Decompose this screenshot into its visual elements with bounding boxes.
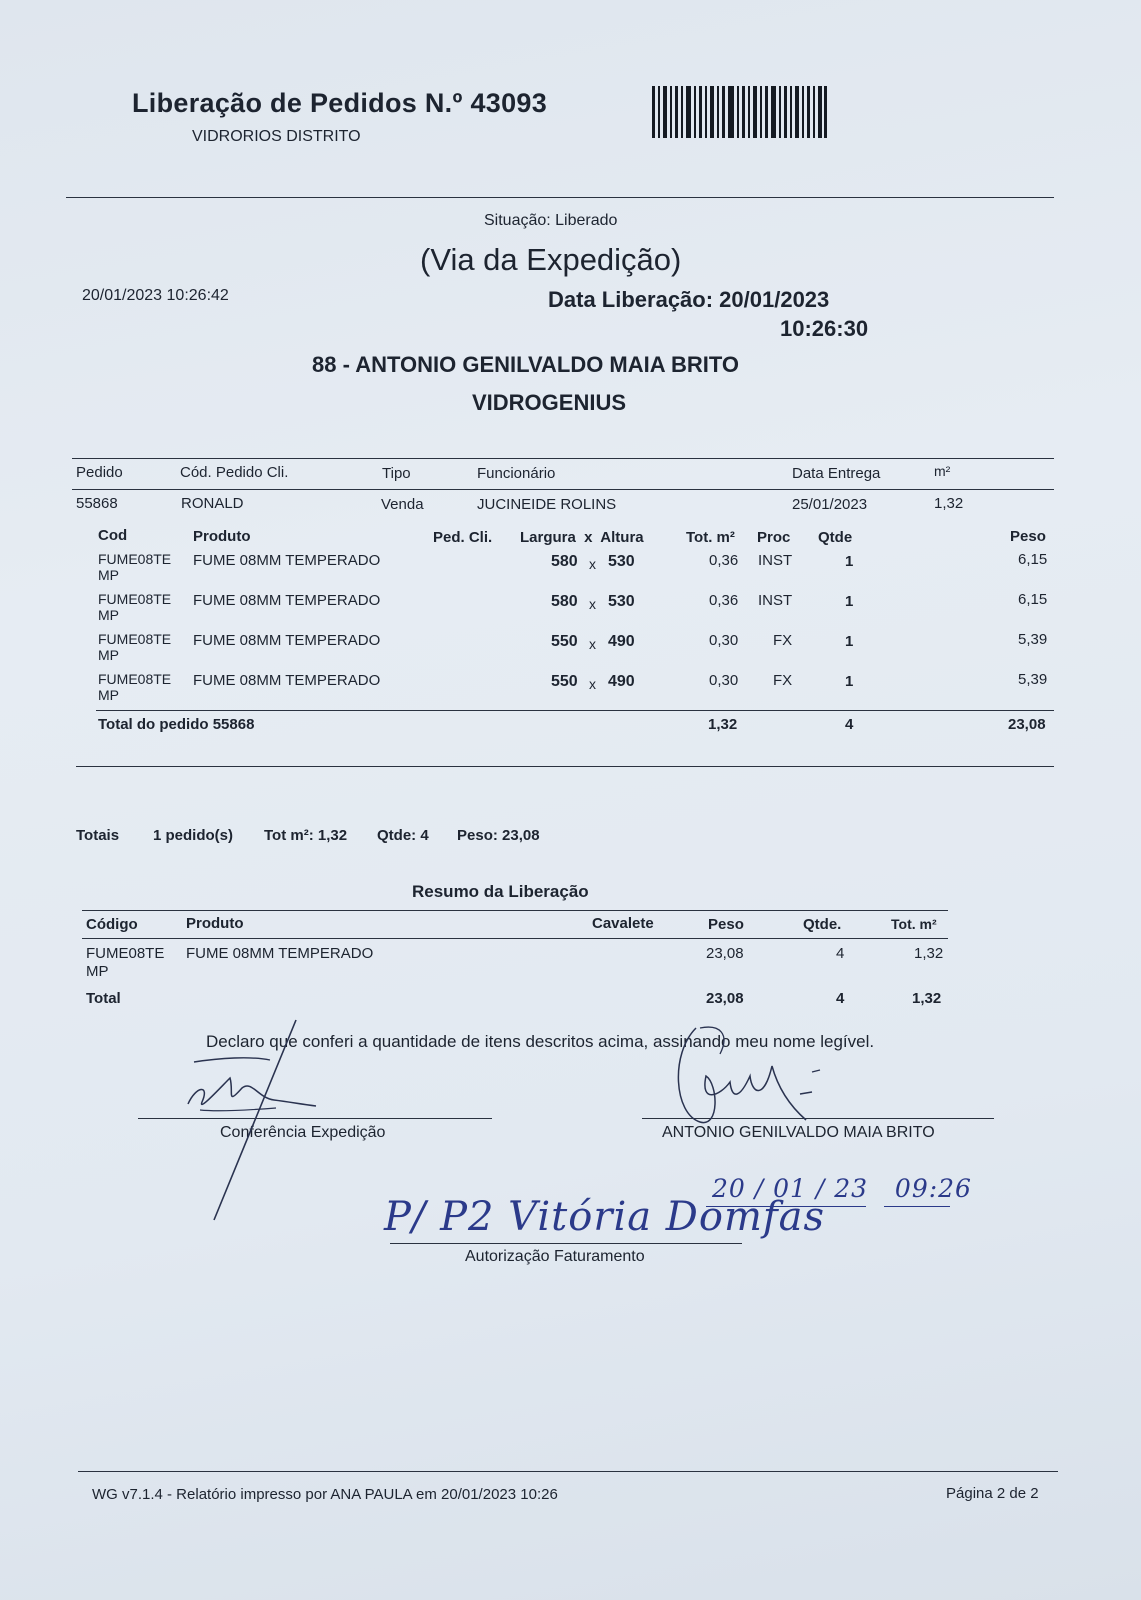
totals-m2: Tot m²: 1,32 — [264, 827, 348, 844]
item-qtde: 1 — [845, 633, 854, 650]
item-altura: 530 — [608, 553, 635, 570]
client-company: VIDROGENIUS — [472, 390, 627, 415]
footer-page-number: Página 2 de 2 — [946, 1485, 1039, 1502]
summary-title: Resumo da Liberação — [412, 882, 589, 901]
summary-col-codigo: Código — [86, 916, 138, 933]
item-tot-m2: 0,30 — [709, 632, 739, 649]
items-col-produto: Produto — [193, 528, 251, 545]
item-cod: FUME08TEMP — [98, 631, 172, 663]
item-proc: FX — [773, 632, 793, 649]
item-cod: FUME08TEMP — [98, 671, 172, 703]
footer-printed-by: WG v7.1.4 - Relatório impresso por ANA PAULA em 20/01/2023 10:26 — [92, 1486, 558, 1503]
order-data-entrega: 25/01/2023 — [792, 496, 868, 513]
barcode — [652, 86, 827, 138]
item-x: x — [589, 636, 596, 652]
item-peso: 5,39 — [1018, 631, 1048, 648]
summary-col-peso: Peso — [708, 916, 744, 933]
handwritten-date: 20 / 01 / 23 09:26 — [712, 1174, 972, 1203]
left-handwritten-signature — [180, 1018, 330, 1238]
release-time: 10:26:30 — [780, 316, 869, 341]
items-col-cod: Cod — [98, 527, 128, 544]
summary-top-rule — [82, 910, 948, 911]
order-total-label: Total do pedido 55868 — [98, 716, 255, 733]
order-header-rule — [72, 489, 1054, 490]
totals-peso: Peso: 23,08 — [457, 827, 540, 844]
summary-total-m2: 1,32 — [912, 990, 942, 1007]
totals-label: Totais — [76, 827, 120, 844]
item-x: x — [589, 596, 596, 612]
printed-datetime: 20/01/2023 10:26:42 — [82, 287, 229, 304]
item-largura: 550 — [551, 633, 578, 650]
declaration-text: Declaro que conferi a quantidade de itens descritos acima, assinando meu nome legível. — [206, 1032, 875, 1051]
item-qtde: 1 — [845, 673, 854, 690]
item-tot-m2: 0,36 — [709, 592, 739, 609]
order-bottom-rule — [76, 766, 1054, 767]
item-qtde: 1 — [845, 553, 854, 570]
summary-col-tot-m2: Tot. m² — [891, 916, 937, 932]
header-divider — [66, 197, 1054, 198]
release-date: Data Liberação: 20/01/2023 — [548, 287, 830, 312]
item-produto: FUME 08MM TEMPERADO — [193, 672, 381, 689]
totals-pedidos: 1 pedido(s) — [153, 827, 234, 844]
item-altura: 490 — [608, 673, 635, 690]
order-total-m2: 1,32 — [708, 716, 738, 733]
item-produto: FUME 08MM TEMPERADO — [193, 552, 381, 569]
order-total-peso: 23,08 — [1008, 716, 1046, 733]
order-cod-cli: RONALD — [181, 495, 244, 512]
item-cod: FUME08TEMP — [98, 551, 172, 583]
order-pedido: 55868 — [76, 495, 118, 512]
auth-signature-label: Autorização Faturamento — [465, 1248, 645, 1265]
summary-total-label: Total — [86, 990, 121, 1007]
item-proc: FX — [773, 672, 793, 689]
item-peso: 6,15 — [1018, 591, 1048, 608]
company-name: VIDRORIOS DISTRITO — [192, 128, 361, 145]
left-signature-label: Conferência Expedição — [220, 1124, 386, 1141]
summary-tot-m2: 1,32 — [914, 945, 944, 962]
item-proc: INST — [758, 592, 793, 609]
item-largura: 580 — [551, 593, 578, 610]
status-label: Situação: Liberado — [484, 212, 618, 229]
col-funcionario: Funcionário — [477, 465, 556, 482]
order-m2: 1,32 — [934, 495, 964, 512]
col-m2: m² — [934, 463, 951, 479]
item-cod: FUME08TEMP — [98, 591, 172, 623]
item-x: x — [589, 556, 596, 572]
items-col-tot-m2: Tot. m² — [686, 529, 735, 546]
handwritten-name: P/ P2 Vitória Domfas — [384, 1194, 826, 1240]
document-title: Liberação de Pedidos N.º 43093 — [132, 88, 548, 118]
items-col-qtde: Qtde — [818, 529, 853, 546]
totals-qtde: Qtde: 4 — [377, 827, 429, 844]
items-col-ped-cli: Ped. Cli. — [433, 529, 493, 546]
auth-signature-line — [390, 1243, 742, 1244]
summary-codigo: FUME08TEMP — [86, 945, 165, 980]
summary-col-produto: Produto — [186, 915, 244, 932]
item-qtde: 1 — [845, 593, 854, 610]
summary-header-rule — [82, 938, 948, 939]
summary-total-qtde: 4 — [836, 990, 845, 1007]
item-altura: 490 — [608, 633, 635, 650]
item-produto: FUME 08MM TEMPERADO — [193, 632, 381, 649]
summary-produto: FUME 08MM TEMPERADO — [186, 945, 374, 962]
item-tot-m2: 0,30 — [709, 672, 739, 689]
item-altura: 530 — [608, 593, 635, 610]
right-signature-label: ANTONIO GENILVALDO MAIA BRITO — [662, 1124, 935, 1141]
summary-qtde: 4 — [836, 945, 845, 962]
summary-col-qtde: Qtde. — [803, 916, 842, 933]
items-total-rule — [96, 710, 1054, 711]
footer-rule — [78, 1471, 1058, 1472]
client-name: 88 - ANTONIO GENILVALDO MAIA BRITO — [312, 352, 739, 377]
items-col-proc: Proc — [757, 529, 791, 546]
item-peso: 5,39 — [1018, 671, 1048, 688]
item-largura: 580 — [551, 553, 578, 570]
order-tipo: Venda — [381, 496, 424, 513]
items-col-dims: Largura x Altura — [520, 529, 644, 546]
order-funcionario: JUCINEIDE ROLINS — [477, 496, 617, 513]
order-top-rule — [72, 458, 1054, 459]
summary-col-cavalete: Cavalete — [592, 915, 654, 932]
col-tipo: Tipo — [382, 465, 411, 482]
summary-total-peso: 23,08 — [706, 990, 744, 1007]
item-proc: INST — [758, 552, 793, 569]
col-cod-cli: Cód. Pedido Cli. — [180, 464, 289, 481]
item-produto: FUME 08MM TEMPERADO — [193, 592, 381, 609]
summary-peso: 23,08 — [706, 945, 744, 962]
right-handwritten-signature — [660, 1024, 850, 1134]
col-pedido: Pedido — [76, 464, 123, 481]
items-col-peso: Peso — [1010, 528, 1046, 545]
order-total-qtde: 4 — [845, 716, 854, 733]
col-data-entrega: Data Entrega — [792, 465, 881, 482]
item-tot-m2: 0,36 — [709, 552, 739, 569]
item-largura: 550 — [551, 673, 578, 690]
item-peso: 6,15 — [1018, 551, 1048, 568]
handwritten-time-underline — [884, 1206, 950, 1207]
via-label: (Via da Expedição) — [420, 242, 682, 277]
item-x: x — [589, 676, 596, 692]
